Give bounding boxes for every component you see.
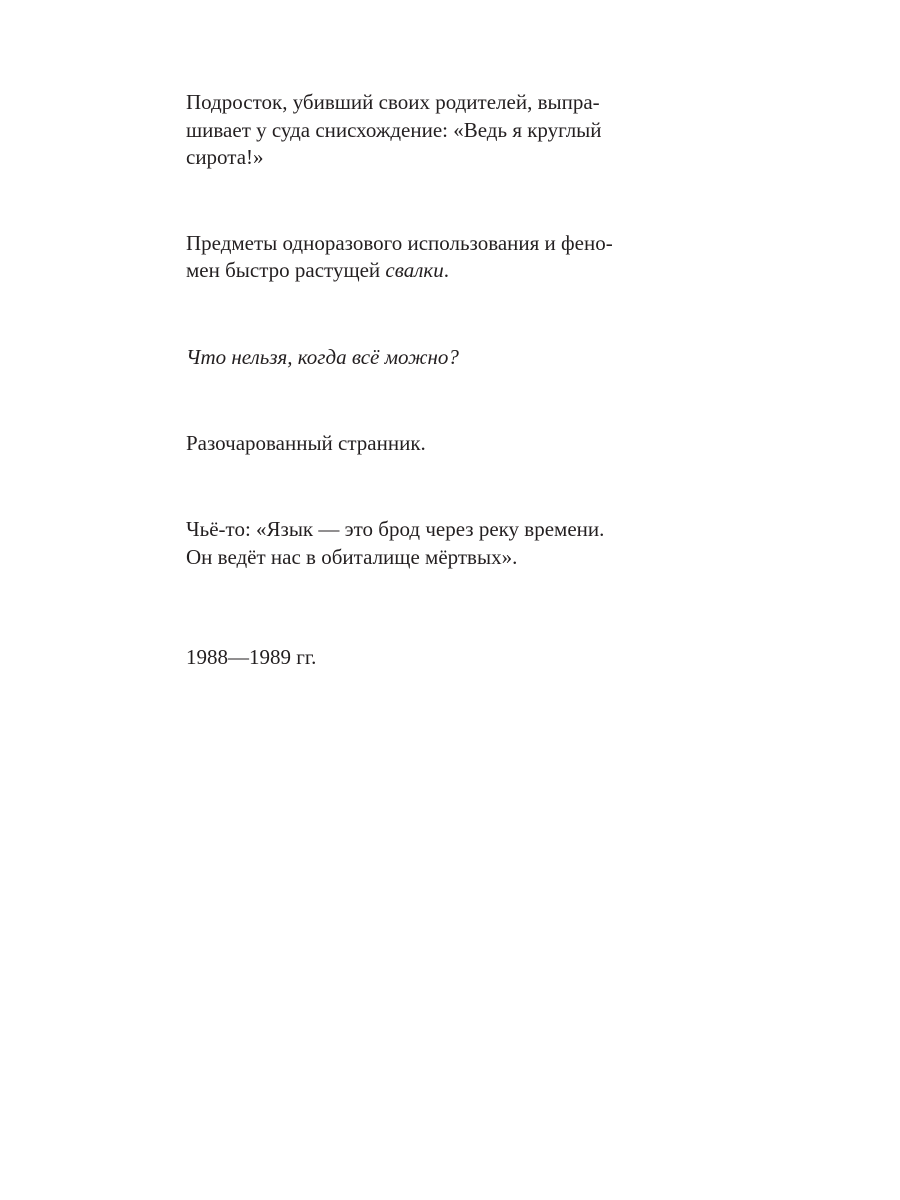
text-line: Он ведёт нас в обиталище мёртвых». [186,545,518,569]
text-line: Чьё-то: «Язык — это брод через реку времени. [186,517,605,541]
text-span: . [443,258,449,282]
date-line: 1988—1989 гг. [186,645,317,669]
text-line: Предметы одноразового использования и фено- [186,231,613,255]
text-line: Разочарованный странник. [186,431,426,455]
text-line [186,256,449,284]
text-span: мен быстро растущей [186,258,386,282]
italic-word: свалки [385,258,444,282]
text-line: шивает у суда снисхождение: «Ведь я круглый [186,118,602,142]
text-line: Подросток, убивший своих родителей, выпра- [186,90,600,114]
text-line: сирота!» [186,145,264,169]
italic-line: Что нельзя, когда всё можно? [186,345,459,369]
